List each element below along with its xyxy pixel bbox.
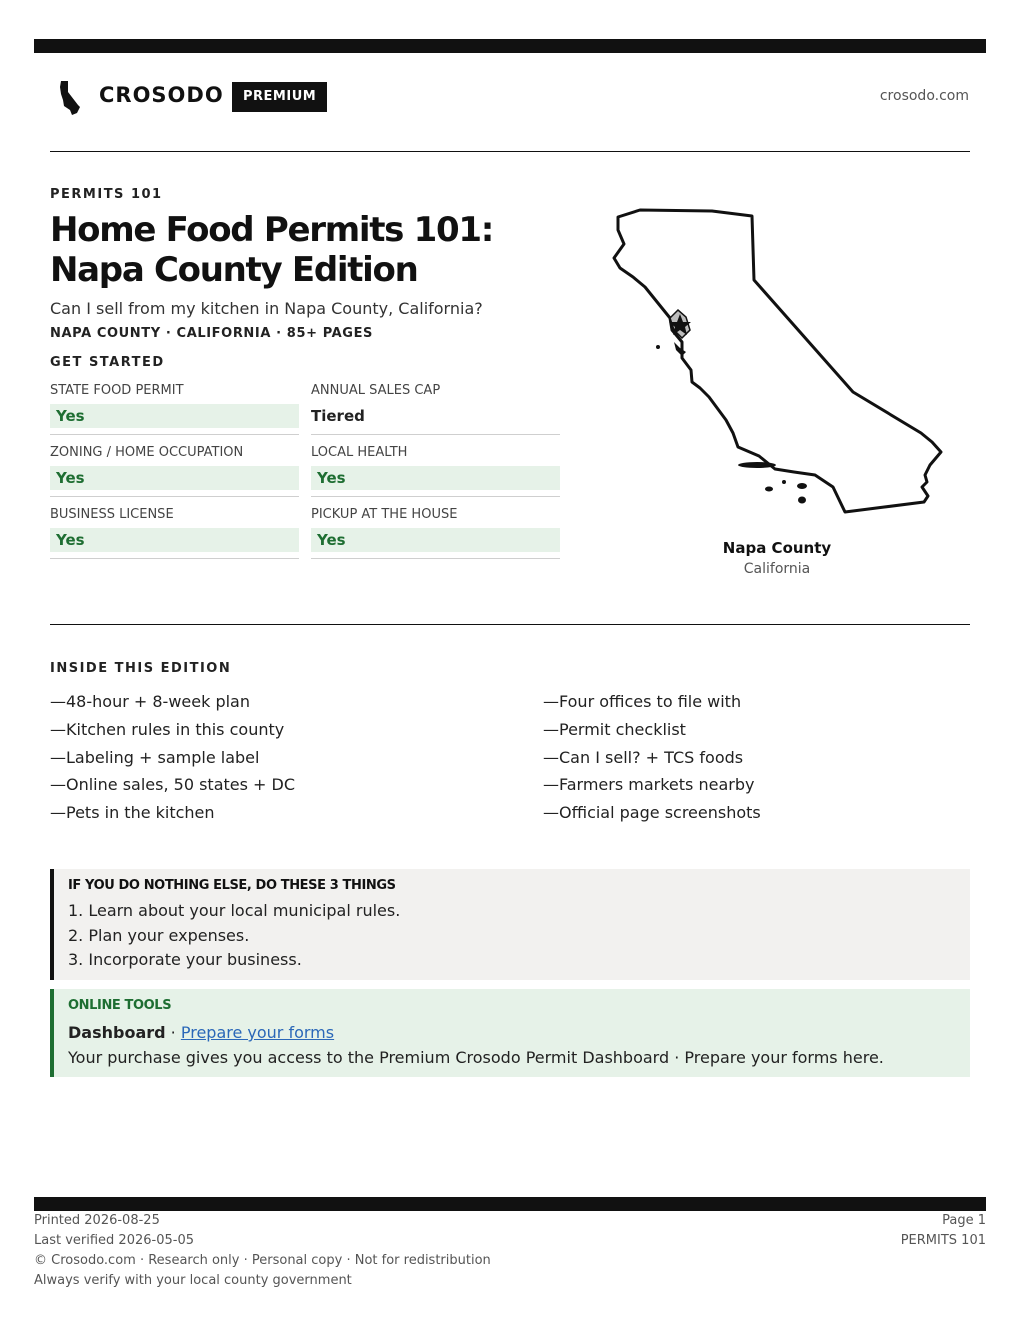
list-item: —Can I sell? + TCS foods xyxy=(543,747,744,767)
get-started-label: GET STARTED xyxy=(50,355,165,370)
list-item: 2. Plan your expenses. xyxy=(68,925,250,945)
list-item: —Pets in the kitchen xyxy=(50,803,215,823)
online-tools-callout xyxy=(50,989,970,1077)
permit-label: ZONING / HOME OCCUPATION xyxy=(50,445,244,460)
permit-item-state-food-permit xyxy=(50,382,299,435)
permit-label: STATE FOOD PERMIT xyxy=(50,383,184,398)
meta-line: NAPA COUNTY · CALIFORNIA · 85+ PAGES xyxy=(50,326,374,341)
brand-name: CROSODO xyxy=(99,83,224,107)
contents-list-left xyxy=(50,688,295,827)
permit-label: PICKUP AT THE HOUSE xyxy=(311,507,458,522)
printed-date: Printed 2026-08-25 xyxy=(34,1213,160,1228)
list-item: —Online sales, 50 states + DC xyxy=(50,775,296,795)
map-county-label: Napa County xyxy=(722,539,832,557)
list-item: 1. Learn about your local municipal rules. xyxy=(68,901,401,920)
california-map xyxy=(600,200,950,520)
permit-item-annual-sales-cap xyxy=(311,382,560,435)
contents-list-right xyxy=(543,688,761,827)
permit-item-zoning xyxy=(50,444,299,497)
permit-value: Yes xyxy=(50,466,299,490)
subtitle: Can I sell from my kitchen in Napa County, California? xyxy=(50,299,483,318)
permit-label: LOCAL HEALTH xyxy=(311,445,408,460)
copyright: © Crosodo.com · Research only · Personal copy · Not for redistribution xyxy=(34,1253,491,1268)
permit-value: Yes xyxy=(311,528,560,552)
list-item: —48-hour + 8-week plan xyxy=(50,692,250,711)
list-item: —Four offices to file with xyxy=(543,692,742,711)
premium-badge: PREMIUM xyxy=(232,82,327,112)
top-bar xyxy=(34,39,986,53)
dashboard-description: Your purchase gives you access to the Premium Crosodo Permit Dashboard · Prepare your forms here. xyxy=(68,1048,884,1067)
permit-label: ANNUAL SALES CAP xyxy=(311,383,441,398)
page-title: Home Food Permits 101: Napa County Edition xyxy=(50,210,494,290)
list-item: 3. Incorporate your business. xyxy=(68,950,302,969)
permit-label: BUSINESS LICENSE xyxy=(50,507,174,522)
disclaimer: Always verify with your local county government xyxy=(34,1273,352,1288)
permit-value: Yes xyxy=(50,404,299,428)
inside-edition-label: INSIDE THIS EDITION xyxy=(50,661,232,676)
site-url[interactable]: crosodo.com xyxy=(879,88,969,104)
list-item: —Official page screenshots xyxy=(543,803,761,823)
list-item: —Permit checklist xyxy=(543,719,686,739)
list-item: —Kitchen rules in this county xyxy=(50,719,285,739)
footer-section: PERMITS 101 xyxy=(900,1233,986,1248)
permit-value: Tiered xyxy=(311,407,365,425)
callout-title: ONLINE TOOLS xyxy=(68,998,172,1013)
verified-date: Last verified 2026-05-05 xyxy=(34,1233,194,1248)
callout-title: IF YOU DO NOTHING ELSE, DO THESE 3 THINGS xyxy=(68,878,396,893)
dashboard-label: Dashboard xyxy=(68,1023,166,1042)
footer-left xyxy=(34,1211,491,1291)
california-state-icon xyxy=(58,80,82,116)
list-item: —Labeling + sample label xyxy=(50,747,260,767)
dashboard-line xyxy=(68,1019,956,1046)
page-number: Page 1 xyxy=(942,1213,986,1228)
prepare-forms-link[interactable]: Prepare your forms xyxy=(180,1023,335,1042)
separator: · xyxy=(165,1023,181,1042)
permit-summary-grid xyxy=(50,382,559,559)
map-state-label: California xyxy=(743,561,811,577)
bottom-bar xyxy=(34,1197,986,1211)
permit-item-local-health xyxy=(311,444,560,497)
kicker: PERMITS 101 xyxy=(50,187,163,202)
permit-item-business-license xyxy=(50,506,299,559)
permit-value: Yes xyxy=(311,466,560,490)
permit-item-pickup-at-house xyxy=(311,506,560,559)
header-divider xyxy=(50,151,970,152)
section-divider xyxy=(50,624,970,625)
permit-value: Yes xyxy=(50,528,299,552)
list-item: —Farmers markets nearby xyxy=(543,775,755,795)
three-things-callout xyxy=(50,869,970,980)
footer-right xyxy=(901,1211,986,1251)
